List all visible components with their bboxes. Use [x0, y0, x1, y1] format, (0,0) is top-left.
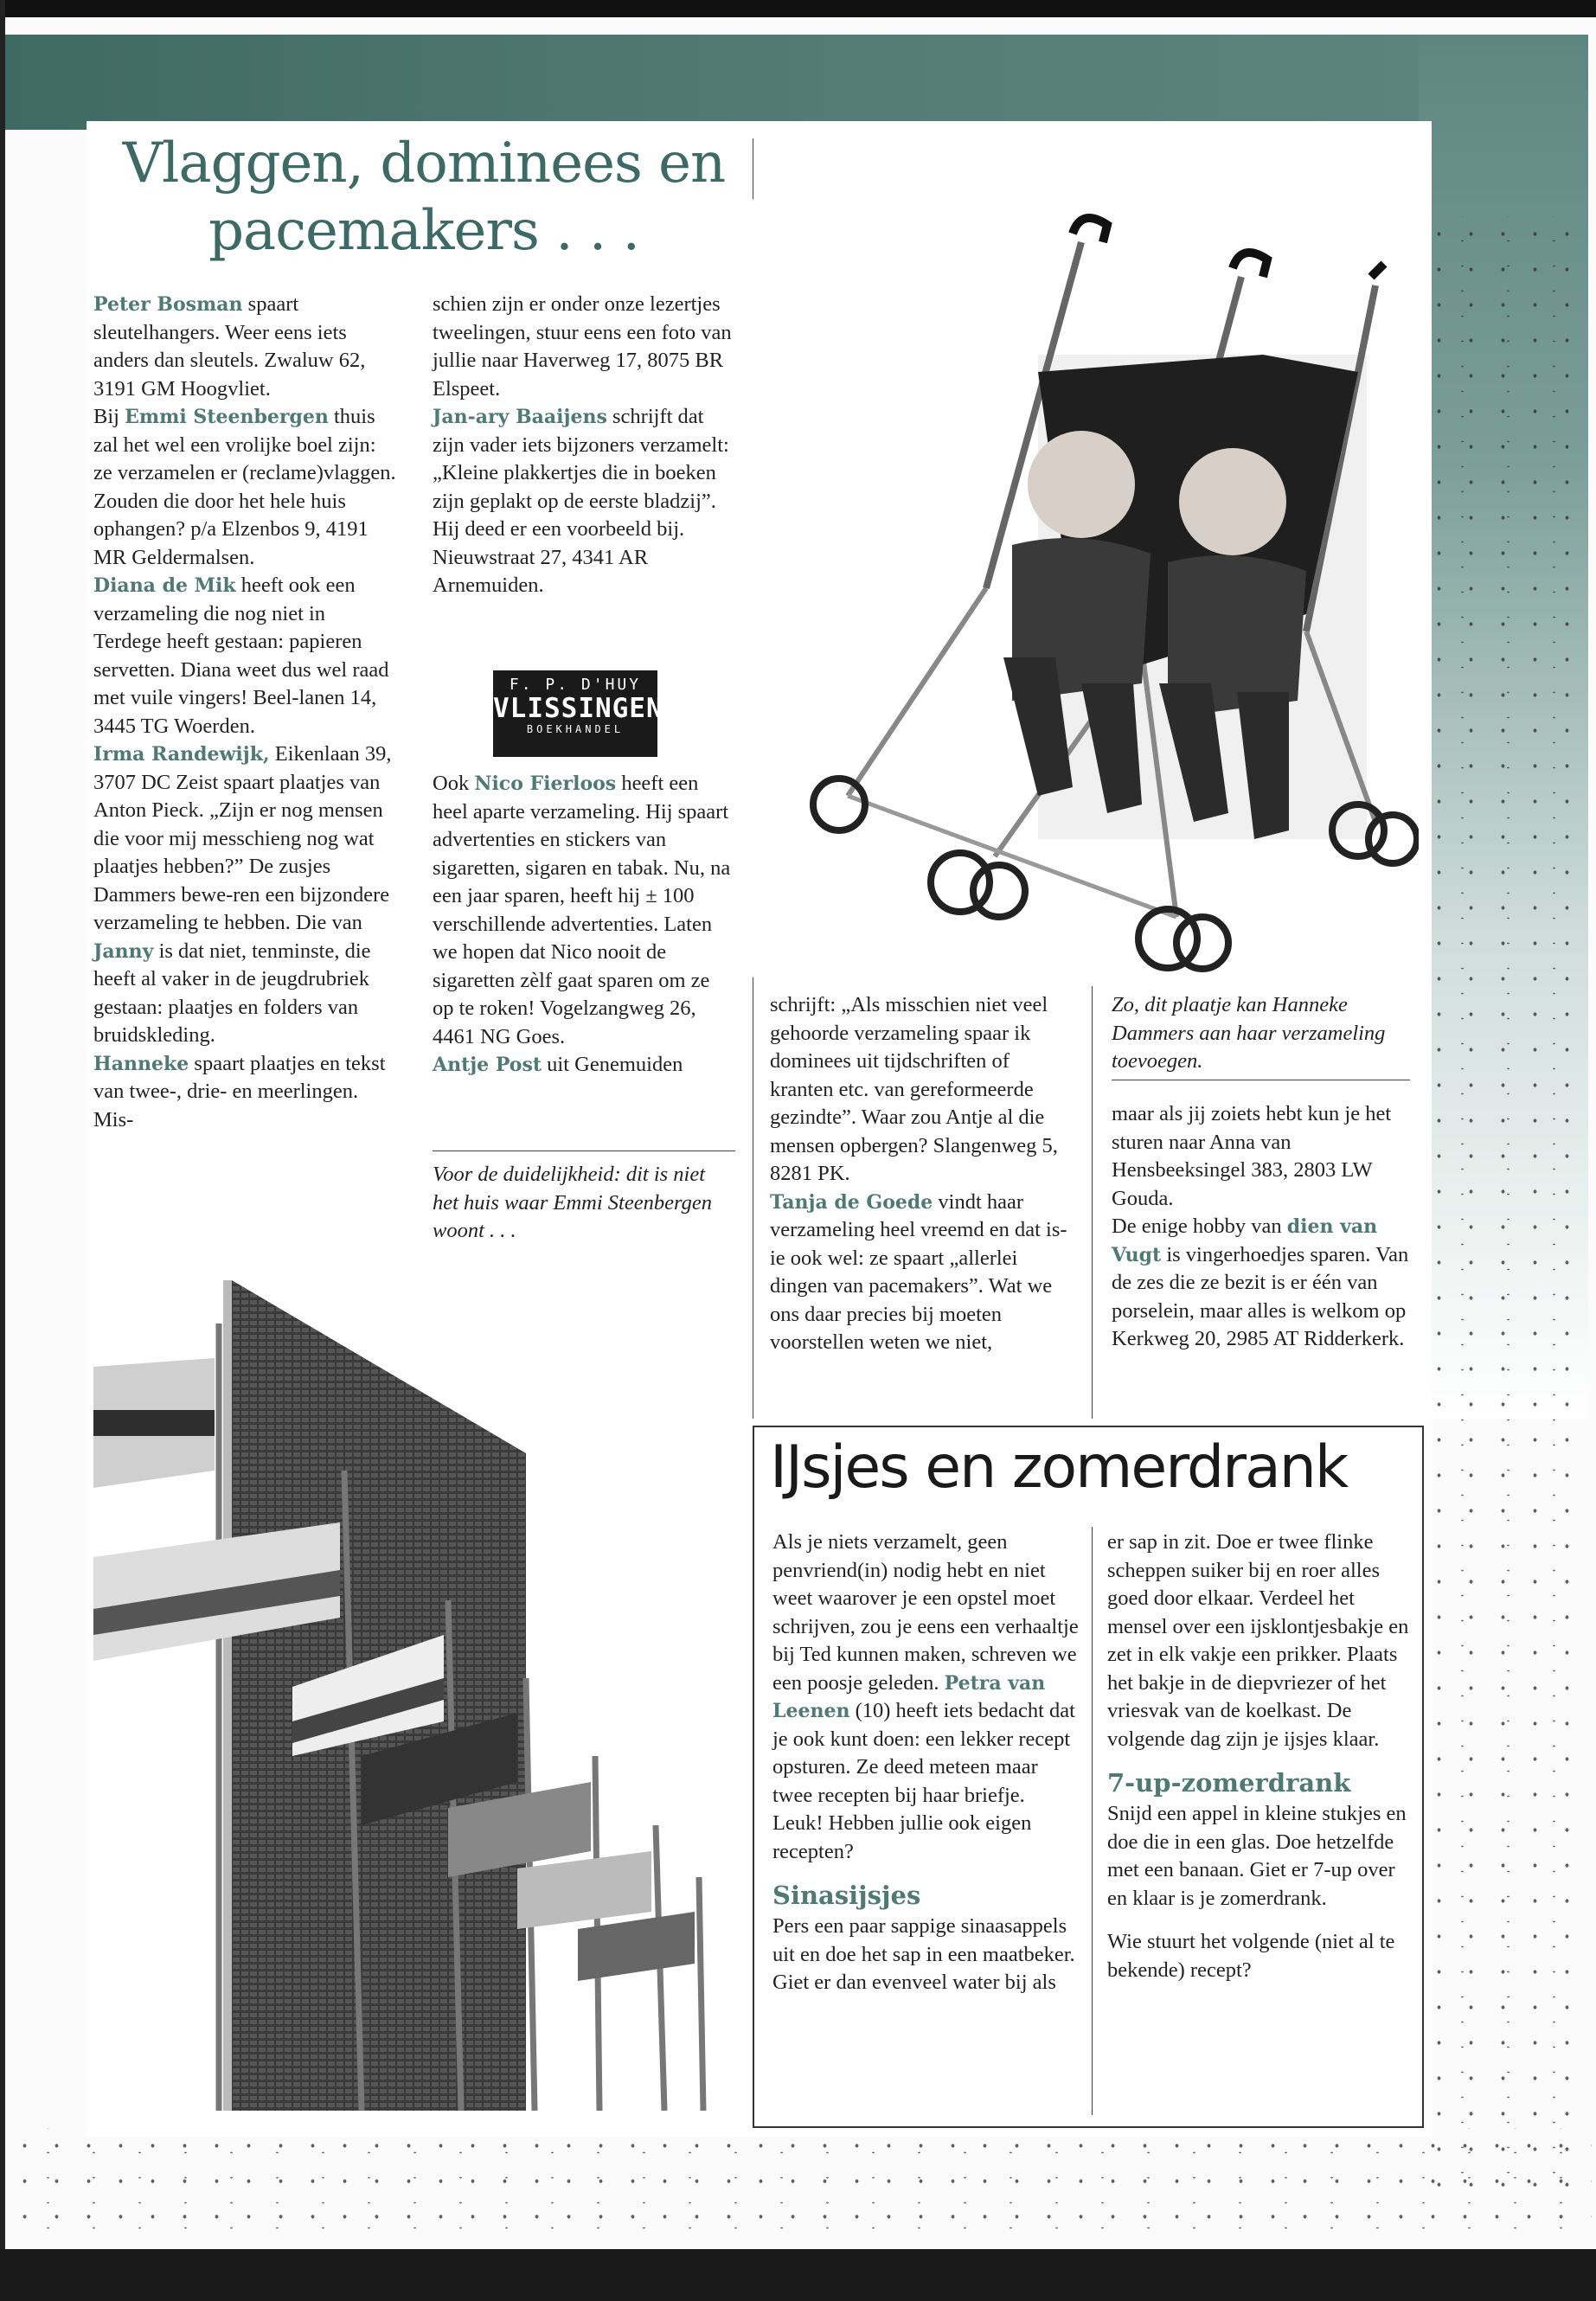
person-name: Nico Fierloos: [474, 772, 617, 795]
person-name: Tanja de Goede: [770, 1190, 933, 1214]
column-divider-2: [1092, 986, 1093, 1419]
speckle-pattern-right: [1423, 216, 1587, 2189]
text-span: De enige hobby van: [1112, 1215, 1287, 1238]
text-span: spaart plaatjes en tekst van twee-, drie- en meerlingen. Mis-: [93, 1051, 386, 1131]
text-span: (10) heeft iets bedacht dat je ook kunt doen: een lekker recept opsturen. Ze deed meteen maar twee recepten bij haar briefje. Leuk! Hebben jullie ook eigen recepten?: [772, 1699, 1075, 1863]
person-name: Diana de Mik: [93, 574, 236, 597]
person-name: Petra van Leenen: [772, 1671, 1046, 1722]
text-span: schrijft dat zijn vader iets bijzoners verzamelt: „Kleine plakkertjes die in boeken zijn geplakt op de eerste bladzij”. Hij deed er een voorbeeld bij. Nieuwstraat 27, 4341 AR Arnemuiden.: [433, 405, 729, 597]
text-span: Bij: [93, 405, 125, 428]
stroller-twins-photo: [753, 199, 1419, 977]
recipe-text-continued: er sap in zit. Doe er twee flinke scheppen suiker bij en roer alles goed door elkaar. Verdeel het mensel over een ijsklontjesbakje en zet in elk vakje een prikker. Plaats het bakje in de diepvriezer of het vriesvak van de koelkast. De volgende dag zijn je ijsjes klaar.: [1107, 1530, 1409, 1751]
recipe-column-2: [1107, 1529, 1410, 1984]
text-span: vindt haar verzameling heel vreemd en dat is-ie ook wel: ze spaart „allerlei dingen van pacemakers”. Wat we ons daar precies bij moeten voorstellen weten we niet,: [770, 1189, 1067, 1354]
logo-line-1: F. P. D'HUY: [509, 676, 642, 694]
text-span: schien zijn er onder onze lezertjes tweelingen, stuur eens een foto van jullie naar Haverweg 17, 8075 BR Elspeet.: [433, 292, 732, 401]
recipe-box-title: IJsjes en zomerdrank: [770, 1433, 1348, 1502]
logo-line-3: BOEKHANDEL: [526, 723, 625, 735]
article1-column-2: [433, 291, 735, 600]
article1-column-2-continued: [433, 770, 735, 1080]
person-name: Irma Randewijk,: [93, 743, 270, 766]
caption-rule: [433, 1150, 735, 1151]
paragraph: [433, 770, 735, 1051]
teal-header-band: [5, 35, 1588, 130]
paragraph: [93, 291, 396, 403]
article1-column-4: [1112, 1100, 1410, 1354]
person-name: Antje Post: [433, 1054, 542, 1076]
person-name: Emmi Steenbergen: [125, 406, 329, 428]
text-span: heeft ook een verzameling die nog niet in Terdege heeft gestaan: papieren servetten. Diana weet dus wel raad met vuile vingers! Beel-lanen 14, 3445 TG Woerden.: [93, 574, 389, 738]
logo-line-2: VLISSINGEN: [493, 693, 663, 724]
person-name: Hanneke: [93, 1052, 189, 1075]
recipe-text-7up: Snijd een appel in kleine stukjes en doe die in een glas. Doe hetzelfde met een banaan. Giet er 7-up over en klaar is je zomerdrank.: [1107, 1802, 1407, 1910]
text-span: Eikenlaan 39, 3707 DC Zeist spaart plaatjes van Anton Pieck. „Zijn er nog mensen die voor mij messchieng nog wat plaatjes hebben?” De zusjes Dammers bewe-ren een bijzondere verzameling te hebben. Die van: [93, 742, 392, 934]
recipe-subhead-7up: 7-up-zomerdrank: [1107, 1768, 1351, 1798]
photo-caption-stroller: Zo, dit plaatje kan Hanneke Dammers aan haar verzameling toevoegen.: [1112, 993, 1386, 1073]
article1-column-3: [770, 991, 1077, 1357]
recipe-column-1: [772, 1529, 1080, 1997]
person-name: Peter Bosman: [93, 293, 243, 316]
text-span: heeft een heel aparte verzameling. Hij spaart advertenties en stickers van sigaretten, sigaren en tabak. Nu, na een jaar sparen, heeft hij ± 100 verschillende advertenties. Laten we hopen dat Nico nooit de sigaretten zèlf gaat sparen om ze op te roken! Vogelzangweg 26, 4461 NG Goes.: [433, 772, 731, 1048]
scan-top-edge: [0, 0, 1596, 17]
recipe-text-sinasijsjes: Pers een paar sappige sinaasappels uit en doe het sap in een maatbeker. Giet er dan evenveel water bij als: [772, 1914, 1075, 1994]
text-span: Als je niets verzamelt, geen penvriend(in) nodig hebt en niet weet waarover je een opstel moet schrijven, zou je eens een verhaaltje bij Ted kunnen maken, schreven we een poosje geleden.: [772, 1530, 1079, 1695]
text-span: is dat niet, tenminste, die heeft al vaker in de jeugdrubriek gestaan: plaatjes en folders van bruidskleding.: [93, 939, 371, 1047]
paragraph: [770, 991, 1077, 1189]
paragraph: [93, 403, 396, 572]
text-span: Ook: [433, 772, 475, 795]
speckle-pattern-bottom: [9, 2128, 1592, 2240]
text-span: is vingerhoedjes sparen. Van de zes die ze bezit is er één van porselein, maar alles is welkom op Kerkweg 20, 2985 AT Ridderkerk.: [1112, 1242, 1409, 1350]
paragraph: [433, 1051, 735, 1080]
article-headline: Vlaggen, dominees en pacemakers . . .: [122, 131, 726, 263]
paragraph: [93, 1050, 396, 1135]
person-name: Janny: [93, 939, 154, 963]
recipe-column-divider: [1092, 1527, 1093, 2115]
article1-column-1: [93, 291, 396, 1134]
paragraph: [1112, 1100, 1410, 1213]
person-name: dien van Vugt: [1112, 1215, 1378, 1266]
text-span: thuis zal het wel een vrolijke boel zijn: ze verzamelen er (reclame)vlaggen. Zouden die door het hele huis ophangen? p/a Elzenbos 9, 4191 MR Geldermalsen.: [93, 405, 396, 569]
text-span: maar als jij zoiets hebt kun je het sturen naar Anna van Hensbeeksingel 383, 2803 LW Gouda.: [1112, 1102, 1392, 1210]
text-span: spaart sleutelhangers. Weer eens iets anders dan sleutels. Zwaluw 62, 3191 GM Hoogvliet.: [93, 292, 366, 401]
paragraph: [772, 1529, 1080, 1866]
paragraph: [433, 291, 735, 403]
paragraph: [93, 572, 396, 740]
paragraph: [1112, 1213, 1410, 1354]
text-span: uit Genemuiden: [542, 1053, 683, 1076]
person-name: Jan-ary Baaijens: [433, 406, 607, 428]
paragraph: [93, 740, 396, 938]
recipe-subhead-sinasijsjes: Sinasijsjes: [772, 1881, 921, 1910]
paragraph: [770, 1189, 1077, 1357]
text-span: schrijft: „Als misschien niet veel gehoorde verzameling spaar ik dominees uit tijdschriften of kranten etc. van gereformeerde gezindte”. Waar zou Antje al die mensen opbergen? Slangenweg 5, 8281 PK.: [770, 993, 1058, 1185]
un-building-flags-photo: [93, 1272, 742, 2111]
recipe-closing-question: Wie stuurt het volgende (niet al te bekende) recept?: [1107, 1930, 1395, 1982]
paragraph: [433, 403, 735, 600]
bookstore-logo: [493, 670, 663, 757]
photo-caption-un: Voor de duidelijkheid: dit is niet het huis waar Emmi Steenbergen woont . . .: [433, 1163, 712, 1242]
paragraph: [93, 938, 396, 1050]
scan-bottom-edge: [0, 2249, 1596, 2301]
scan-left-edge: [0, 0, 5, 2301]
